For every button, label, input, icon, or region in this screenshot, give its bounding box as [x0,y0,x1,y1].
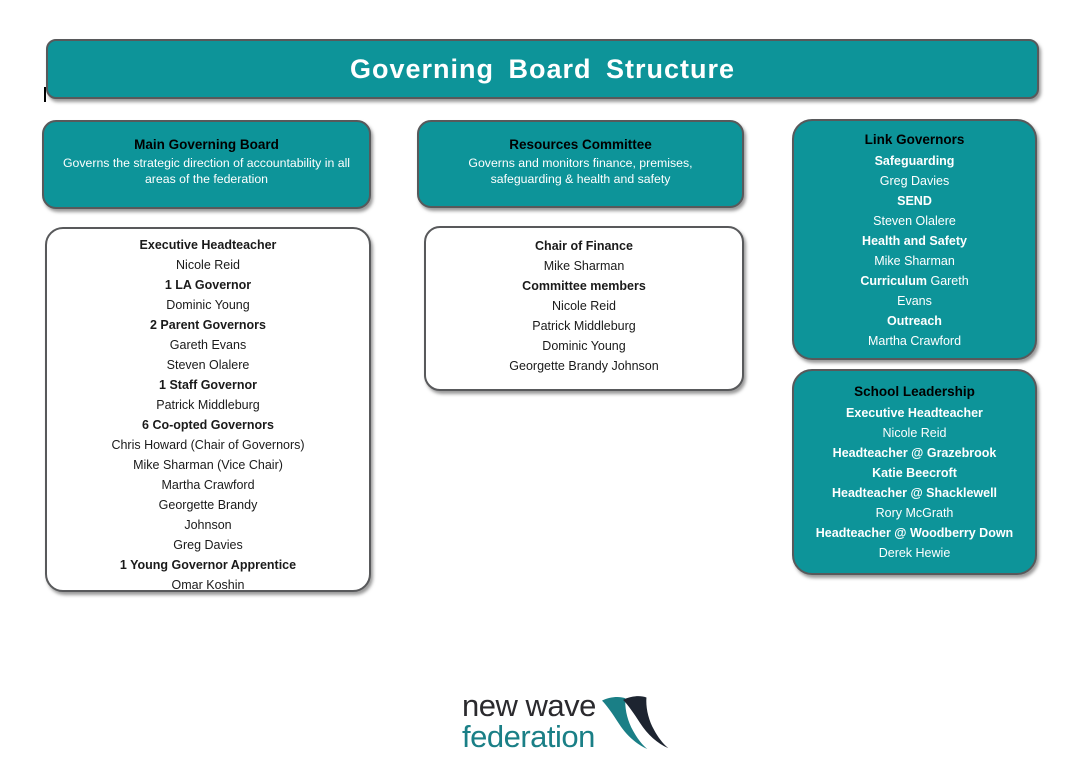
list-item: Patrick Middleburg [156,398,260,412]
main-board-members-card [45,227,371,592]
list-item: Headteacher @ Shacklewell [831,486,998,500]
list-item: Martha Crawford [161,478,255,492]
list-item: Dominic Young [542,339,626,353]
list-item: Derek Hewie [878,546,951,560]
list-item: Committee members [522,279,646,293]
logo-wordmark-line2: federation [462,719,595,754]
list-item: Executive Headteacher [139,238,277,252]
list-item: Headteacher @ Grazebrook [832,446,997,460]
list-item: Nicole Reid [176,258,240,272]
list-item: Georgette Brandy [158,498,258,512]
main-governing-board-description: Governs the strategic direction of accountability in all areas of the federation [62,156,351,186]
list-item: Katie Beecroft [872,466,957,480]
list-item: Nicole Reid [882,426,947,440]
resources-committee-card [417,120,744,208]
link-governors-card [792,119,1037,360]
main-governing-board-card [42,120,371,209]
logo-wordmark-line1: new wave [462,688,596,723]
list-item: Dominic Young [166,298,250,312]
link-governors-title: Link Governors [864,132,965,147]
list-item: Steven Olalere [166,358,250,372]
link-governors-list [830,151,999,351]
school-leadership-title: School Leadership [854,384,975,399]
list-item: Georgette Brandy Johnson [509,359,659,373]
list-item: 2 Parent Governors [149,318,266,332]
list-item: Johnson [184,518,232,532]
list-item: Martha Crawford [867,334,962,348]
list-item: Health and Safety [862,234,967,248]
list-item: Chair of Finance [535,239,633,253]
wave-swoosh-icon [602,692,680,756]
list-item: Mike Sharman [874,254,955,268]
main-governing-board-title: Main Governing Board [134,137,279,152]
school-leadership-card [792,369,1037,575]
page-title: Governing Board Structure [349,53,736,84]
list-item: Steven Olalere [873,214,956,228]
logo-wordmark [462,690,596,752]
list-item: Omar Koshin [171,578,245,592]
list-item: Headteacher @ Woodberry Down [815,526,1014,540]
resources-committee-description: Governs and monitors finance, premises, safeguarding & health and safety [468,156,693,186]
school-leadership-list [804,403,1025,563]
title-banner [46,39,1039,99]
list-item: 6 Co-opted Governors [142,418,274,432]
list-item: Rory McGrath [875,506,954,520]
list-item: Gareth Evans [169,338,247,352]
list-item: Nicole Reid [552,299,616,313]
main-board-members-list [59,235,357,595]
list-item: 1 Staff Governor [159,378,257,392]
list-item: Curriculum Gareth [860,274,969,288]
resources-committee-title: Resources Committee [509,137,652,152]
list-item: Evans [897,294,932,308]
list-item: Greg Davies [879,174,950,188]
stray-mark [44,87,46,102]
list-item: Outreach [887,314,942,328]
list-item: Chris Howard (Chair of Governors) [111,438,305,452]
list-item: Executive Headteacher [846,406,983,420]
list-item: Safeguarding [874,154,955,168]
finance-committee-card [424,226,744,391]
list-item: 1 LA Governor [164,278,252,292]
logo [462,690,680,756]
list-item: Patrick Middleburg [532,319,636,333]
list-item: Mike Sharman (Vice Chair) [133,458,283,472]
list-item: 1 Young Governor Apprentice [119,558,297,572]
list-item: Greg Davies [173,538,243,552]
list-item: Mike Sharman [543,259,625,273]
finance-committee-list [438,236,730,376]
list-item: SEND [897,194,932,208]
